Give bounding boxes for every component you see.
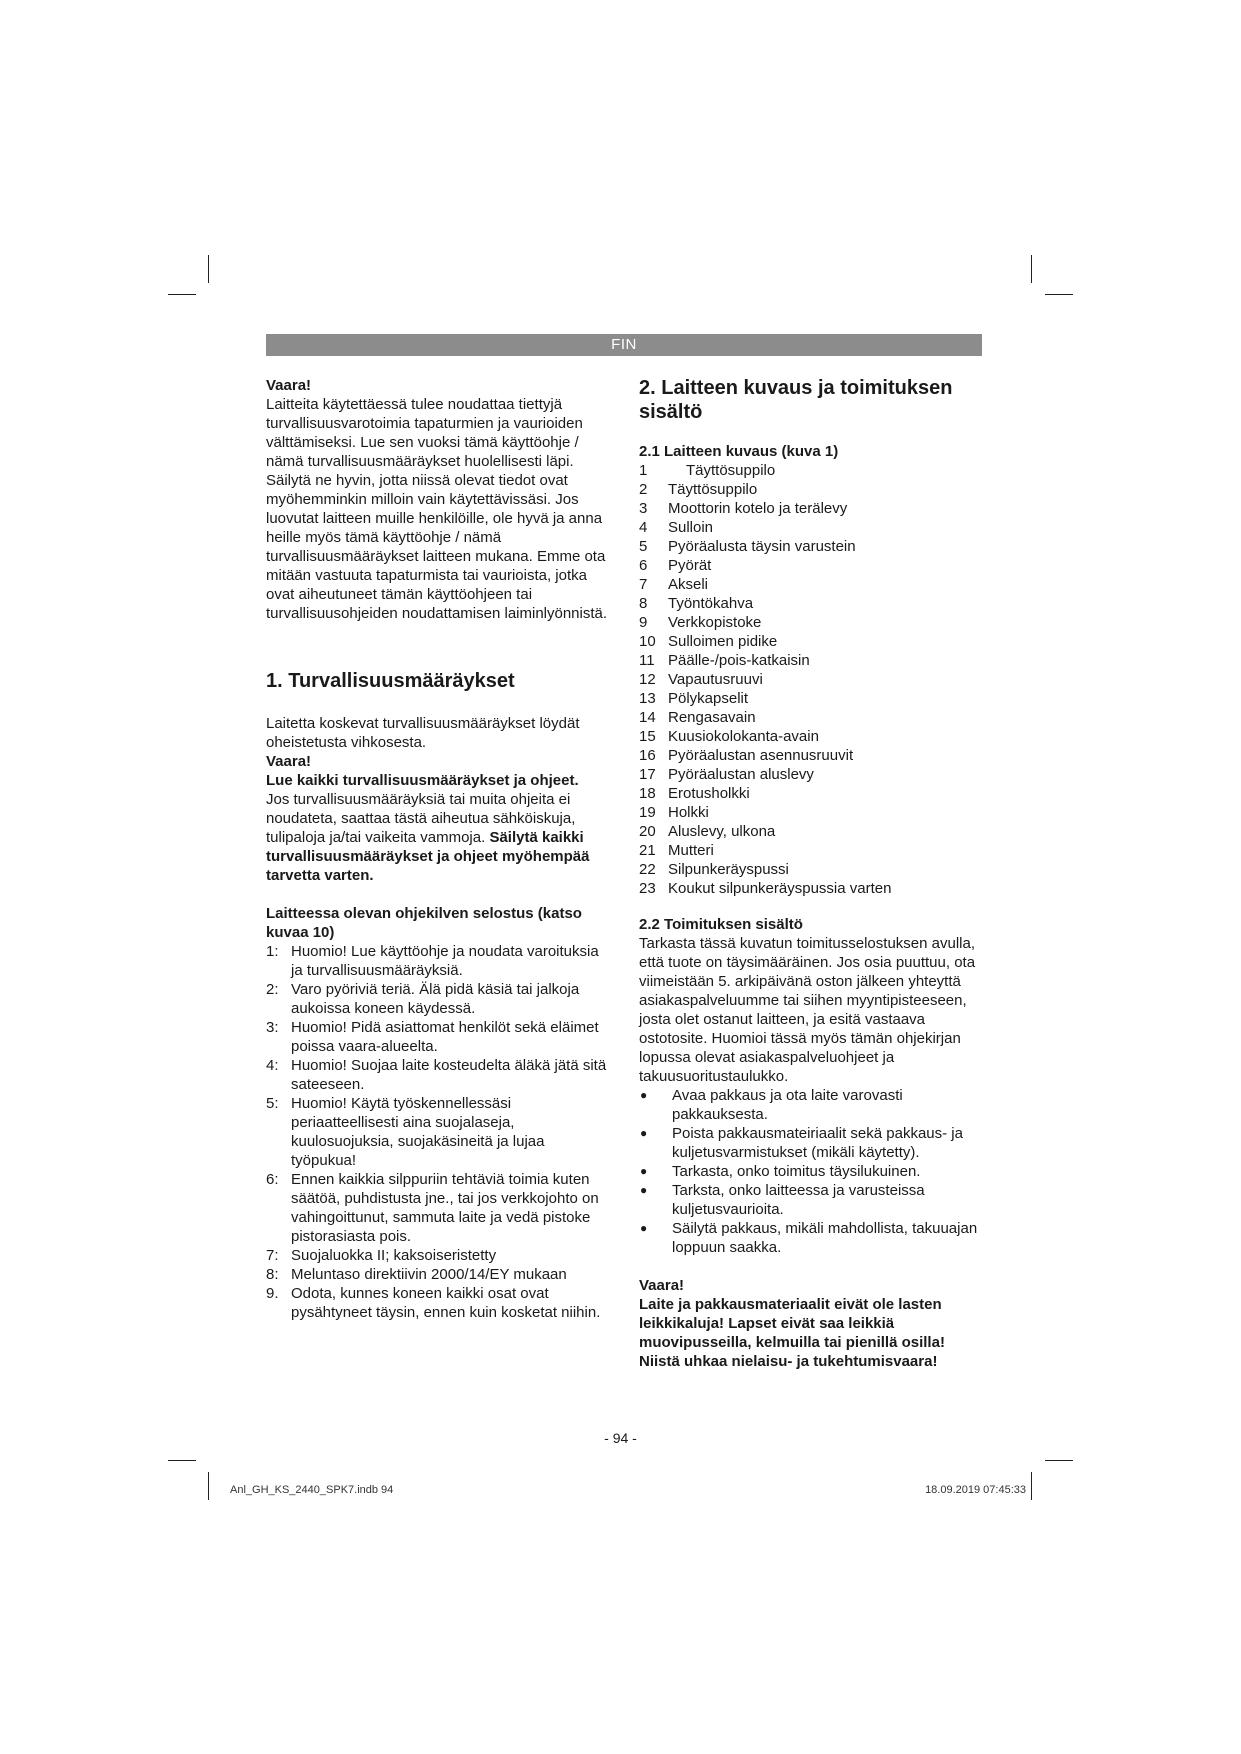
list-item <box>639 480 984 499</box>
list-item <box>639 537 984 556</box>
part-name: Aluslevy, ulkona <box>668 823 776 840</box>
part-number: 2 <box>639 481 648 498</box>
delivery-bullets <box>639 1086 984 1257</box>
part-name: Sulloin <box>668 519 714 536</box>
bullet-icon: ● <box>640 1088 648 1102</box>
list-item <box>639 575 984 594</box>
list-item <box>266 1246 611 1265</box>
bullet-text: Avaa pakkaus ja ota laite varovasti pakkauksesta. <box>672 1087 903 1123</box>
list-item <box>639 670 984 689</box>
part-number: 5 <box>639 538 648 555</box>
section-1-bold-end: Säilytä kaikki turvallisuusmääräykset ja ohjeet myöhempää tarvetta varten. <box>266 829 590 884</box>
part-name: Holkki <box>668 804 709 821</box>
part-number: 7 <box>639 576 648 593</box>
part-name: Pyöräalusta täysin varustein <box>668 538 856 555</box>
crop-mark <box>208 1472 209 1500</box>
labels-list <box>266 942 611 1322</box>
part-name: Vapautusruuvi <box>668 671 763 688</box>
label-number: 3: <box>266 1019 279 1036</box>
list-item <box>639 1162 984 1181</box>
part-number: 6 <box>639 557 648 574</box>
list-item <box>266 1265 611 1284</box>
list-item <box>639 860 984 879</box>
list-item <box>639 803 984 822</box>
crop-mark <box>1045 294 1073 295</box>
list-item <box>266 1284 611 1322</box>
label-number: 8: <box>266 1266 279 1283</box>
list-item <box>266 1170 611 1246</box>
label-text: Varo pyöriviä teriä. Älä pidä käsiä tai jalkoja aukoissa koneen käydessä. <box>291 981 580 1017</box>
crop-mark <box>1031 1472 1032 1500</box>
list-item <box>639 784 984 803</box>
part-name: Täyttösuppilo <box>668 481 758 498</box>
list-item <box>639 879 984 898</box>
list-item <box>639 1219 984 1257</box>
list-item <box>266 1094 611 1170</box>
list-item <box>639 556 984 575</box>
crop-mark <box>168 1460 196 1461</box>
label-text: Huomio! Käytä työskennellessäsi periaatteellisesti aina suojalaseja, kuulosuojuksia, suojakäsineitä ja lujaa työpukua! <box>291 1095 545 1169</box>
list-item <box>639 461 984 480</box>
page-number: - 94 - <box>604 1430 637 1446</box>
part-number: 18 <box>639 785 656 802</box>
part-name: Sulloimen pidike <box>668 633 778 650</box>
list-item <box>266 942 611 980</box>
label-text: Odota, kunnes koneen kaikki osat ovat pysähtyneet täysin, ennen kuin kosketat niihin. <box>291 1285 601 1321</box>
footer-timestamp: 18.09.2019 07:45:33 <box>925 1484 1026 1496</box>
list-item <box>639 765 984 784</box>
part-name: Kuusiokolokanta-avain <box>668 728 819 745</box>
crop-mark <box>208 255 209 283</box>
section-1-body-text: Jos turvallisuusmääräyksiä tai muita ohjeita ei noudateta, saattaa tästä aiheutua sähköiskuja, tulipaloja ja/tai vaikeita vammoja. <box>266 791 576 846</box>
part-number: 16 <box>639 747 656 764</box>
list-item <box>639 632 984 651</box>
crop-mark <box>1031 255 1032 283</box>
left-column <box>266 376 611 1322</box>
list-item <box>639 746 984 765</box>
section-1-warning: Vaara! <box>266 753 312 770</box>
label-number: 6: <box>266 1171 279 1188</box>
part-name: Pyöräalustan asennusruuvit <box>668 747 854 764</box>
bullet-text: Tarkasta, onko toimitus täysilukuinen. <box>672 1163 921 1180</box>
part-number: 19 <box>639 804 656 821</box>
section-1-title: 1. Turvallisuusmääräykset <box>266 670 515 692</box>
list-item <box>639 499 984 518</box>
part-number: 3 <box>639 500 648 517</box>
section-2-title: 2. Laitteen kuvaus ja toimituksen sisältö <box>639 377 953 423</box>
list-item <box>639 689 984 708</box>
part-name: Täyttösuppilo <box>686 462 776 479</box>
part-name: Erotusholkki <box>668 785 750 802</box>
list-item <box>266 1056 611 1094</box>
part-number: 11 <box>639 652 655 669</box>
part-number: 20 <box>639 823 656 840</box>
bullet-icon: ● <box>640 1126 648 1140</box>
list-item <box>266 1018 611 1056</box>
part-name: Rengasavain <box>668 709 756 726</box>
label-text: Ennen kaikkia silppuriin tehtäviä toimia kuten säätöä, puhdistusta jne., tai jos verkkojohto on vahingoittunut, sammuta laite ja vedä pistoke pistorasiasta pois. <box>291 1171 599 1245</box>
part-number: 4 <box>639 519 648 536</box>
list-item <box>639 1181 984 1219</box>
part-number: 9 <box>639 614 648 631</box>
list-item <box>639 841 984 860</box>
warning-title: Vaara! <box>266 377 312 394</box>
sub-2-1-title: 2.1 Laitteen kuvaus (kuva 1) <box>639 443 839 460</box>
part-number: 10 <box>639 633 656 650</box>
sub-2-2-text: Tarkasta tässä kuvatun toimitusselostuksen avulla, että tuote on täysimääräinen. Jos osia puuttuu, ota viimeistään 5. arkipäivänä oston jälkeen yhteyttä asiakaspalveluumme tai siihen myyntipisteeseen, josta olet ostanut laitteen, ja esitä vastaava ostotosite. Huomioi tässä myös tämän ohjekirjan lopussa olevat asiakaspalveluohjeet ja takuusuoritustaulukko. <box>639 935 976 1085</box>
footer-file: Anl_GH_KS_2440_SPK7.indb 94 <box>230 1484 394 1496</box>
label-text: Huomio! Lue käyttöohje ja noudata varoituksia ja turvallisuusmääräyksiä. <box>291 943 599 979</box>
part-number: 8 <box>639 595 648 612</box>
label-text: Huomio! Pidä asiattomat henkilöt sekä eläimet poissa vaara-alueelta. <box>291 1019 599 1055</box>
part-number: 17 <box>639 766 656 783</box>
section-1-text: Laitetta koskevat turvallisuusmääräykset löydät oheistetusta vihkosesta. <box>266 715 580 751</box>
right-column <box>639 376 984 1371</box>
part-number: 13 <box>639 690 656 707</box>
crop-mark <box>1045 1460 1073 1461</box>
part-number: 15 <box>639 728 656 745</box>
part-name: Työntökahva <box>668 595 754 612</box>
part-name: Moottorin kotelo ja terälevy <box>668 500 848 517</box>
part-number: 22 <box>639 861 656 878</box>
label-number: 1: <box>266 943 279 960</box>
part-name: Koukut silpunkeräyspussia varten <box>668 880 892 897</box>
label-text: Huomio! Suojaa laite kosteudelta äläkä jätä sitä sateeseen. <box>291 1057 607 1093</box>
part-number: 14 <box>639 709 656 726</box>
part-name: Pyöräalustan aluslevy <box>668 766 814 783</box>
bullet-text: Poista pakkausmateiriaalit sekä pakkaus- ja kuljetusvarmistukset (mikäli käytetty). <box>672 1125 963 1161</box>
part-name: Verkkopistoke <box>668 614 762 631</box>
list-item <box>639 651 984 670</box>
bullet-icon: ● <box>640 1183 648 1197</box>
language-header: FIN <box>266 334 982 356</box>
part-name: Silpunkeräyspussi <box>668 861 789 878</box>
parts-list <box>639 461 984 898</box>
part-number: 12 <box>639 671 656 688</box>
section-1-bold: Lue kaikki turvallisuusmääräykset ja ohjeet. <box>266 772 579 789</box>
list-item <box>266 980 611 1018</box>
part-name: Pyörät <box>668 557 712 574</box>
bullet-text: Säilytä pakkaus, mikäli mahdollista, takuuajan loppuun saakka. <box>672 1220 978 1256</box>
bullet-text: Tarksta, onko laitteessa ja varusteissa kuljetusvaurioita. <box>672 1182 925 1218</box>
list-item <box>639 708 984 727</box>
part-number: 21 <box>639 842 656 859</box>
crop-mark <box>168 294 196 295</box>
part-name: Akseli <box>668 576 709 593</box>
bullet-icon: ● <box>640 1164 648 1178</box>
warning-text: Laitteita käytettäessä tulee noudattaa tiettyjä turvallisuusvarotoimia tapaturmien ja vaurioiden välttämiseksi. Lue sen vuoksi tämä käyttöohje / nämä turvallisuusmääräykset huolellisesti läpi. Säilytä ne hyvin, jotta niissä olevat tiedot ovat myöhemminkin milloin vain käytettävissäsi. Jos luovutat laitteen muille henkilöille, ole hyvä ja anna heille myös tämä käyttöohje / nämä turvallisuusmääräykset laitteen mukana. Emme ota mitään vastuuta tapaturmista tai vaurioista, jotka ovat aiheutuneet tämän käyttöohjeen tai turvallisuusohjeiden noudattamisen laiminlyönnistä. <box>266 396 608 622</box>
labels-title: Laitteessa olevan ohjekilven selostus (katso kuvaa 10) <box>266 905 582 941</box>
list-item <box>639 822 984 841</box>
bullet-icon: ● <box>640 1221 648 1235</box>
section-1-body <box>266 790 611 885</box>
part-name: Pölykapselit <box>668 690 749 707</box>
label-number: 2: <box>266 981 279 998</box>
part-name: Päälle-/pois-katkaisin <box>668 652 810 669</box>
part-number: 1 <box>639 462 648 479</box>
label-number: 4: <box>266 1057 279 1074</box>
list-item <box>639 518 984 537</box>
list-item <box>639 594 984 613</box>
label-text: Suojaluokka II; kaksoiseristetty <box>291 1247 497 1264</box>
label-number: 7: <box>266 1247 279 1264</box>
warning-title: Vaara! <box>639 1277 685 1294</box>
list-item <box>639 727 984 746</box>
warning-text: Laite ja pakkausmateriaalit eivät ole lasten leikkikaluja! Lapset eivät saa leikkiä muovipusseilla, kelmuilla tai pienillä osilla! Niistä uhkaa nielaisu- ja tukehtumisvaara! <box>639 1296 945 1370</box>
label-number: 5: <box>266 1095 279 1112</box>
sub-2-2-title: 2.2 Toimituksen sisältö <box>639 916 803 933</box>
list-item <box>639 1124 984 1162</box>
part-number: 23 <box>639 880 656 897</box>
part-name: Mutteri <box>668 842 714 859</box>
list-item <box>639 1086 984 1124</box>
label-number: 9. <box>266 1285 279 1302</box>
list-item <box>639 613 984 632</box>
label-text: Meluntaso direktiivin 2000/14/EY mukaan <box>291 1266 567 1283</box>
